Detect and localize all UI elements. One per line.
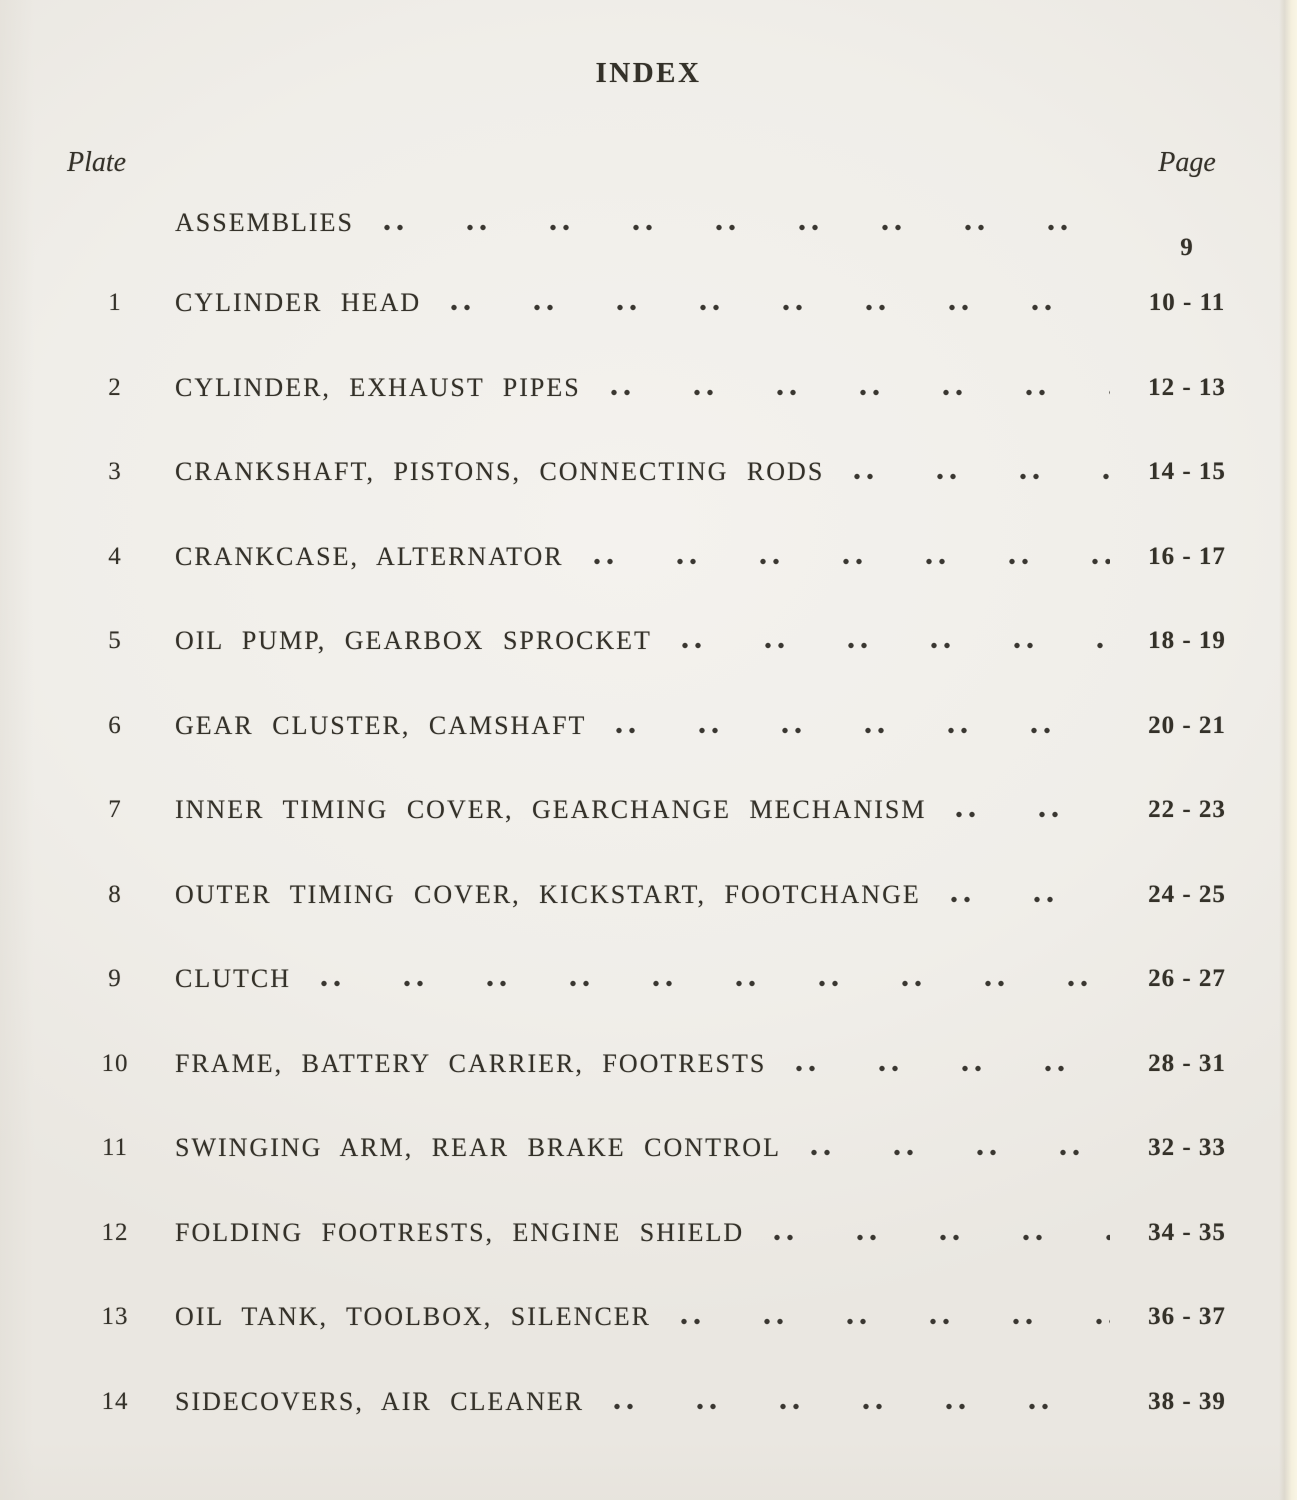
plate-number-cell [55, 881, 175, 909]
page-range: 32 - 33 [1148, 1134, 1226, 1162]
entry-title: OIL PUMP, GEARBOX SPROCKET [175, 626, 652, 656]
plate-number-cell [55, 1303, 175, 1331]
page-range-cell [1132, 1303, 1242, 1331]
entry-title: FRAME, BATTERY CARRIER, FOOTRESTS [175, 1048, 767, 1078]
page-range: 14 - 15 [1148, 458, 1226, 486]
page-range: 22 - 23 [1148, 796, 1226, 824]
page-range-cell [1132, 1050, 1242, 1078]
dot-leader [854, 473, 1110, 480]
index-row [0, 346, 1297, 431]
page-range-cell [1132, 1134, 1242, 1162]
page-range-cell [1132, 543, 1242, 571]
index-row [0, 853, 1297, 938]
plate-number-cell [55, 712, 175, 740]
page-range: 20 - 21 [1148, 711, 1226, 739]
page-range: 12 - 13 [1148, 373, 1226, 401]
entry-title-cell [175, 964, 1132, 994]
dot-leader [811, 1149, 1110, 1156]
dot-leader [614, 1403, 1110, 1410]
index-row [0, 1191, 1297, 1276]
dot-leader [796, 1065, 1110, 1072]
index-row [0, 515, 1297, 600]
plate-number: 6 [108, 711, 122, 739]
entry-title-cell [175, 626, 1132, 656]
index-row [0, 1360, 1297, 1445]
index-row [0, 1275, 1297, 1360]
dot-leader [451, 304, 1110, 311]
index-row [0, 684, 1297, 769]
entry-title: CRANKSHAFT, PISTONS, CONNECTING RODS [175, 457, 825, 487]
page-range: 10 - 11 [1148, 289, 1226, 317]
dot-leader [611, 389, 1110, 396]
page-range-cell [1132, 458, 1242, 486]
plate-number: 1 [108, 289, 122, 317]
entry-title-cell [175, 1133, 1132, 1163]
entry-title-cell [175, 1049, 1132, 1079]
page-range-cell [1132, 965, 1242, 993]
dot-leader [682, 642, 1110, 649]
plate-number-cell [55, 1388, 175, 1416]
entry-title: SIDECOVERS, AIR CLEANER [175, 1386, 585, 1416]
page-range: 38 - 39 [1148, 1387, 1226, 1415]
index-row [0, 937, 1297, 1022]
plate-number-cell [55, 1050, 175, 1078]
page-range: 26 - 27 [1148, 965, 1226, 993]
column-headers [55, 147, 1242, 179]
entry-title: CRANKCASE, ALTERNATOR [175, 541, 564, 571]
entry-title: OIL TANK, TOOLBOX, SILENCER [175, 1302, 652, 1332]
page-range: 36 - 37 [1148, 1303, 1226, 1331]
assemblies-row [0, 194, 1297, 261]
entry-title-cell [175, 711, 1132, 741]
entry-title: INNER TIMING COVER, GEARCHANGE MECHANISM [175, 795, 927, 825]
entry-title: CYLINDER, EXHAUST PIPES [175, 372, 581, 402]
plate-number-cell [55, 627, 175, 655]
plate-column-label: Plate [67, 147, 127, 178]
plate-number-cell [55, 374, 175, 402]
plate-number: 10 [101, 1049, 129, 1077]
page-range: 28 - 31 [1148, 1049, 1226, 1077]
entry-title: FOLDING FOOTRESTS, ENGINE SHIELD [175, 1217, 745, 1247]
dot-leader [774, 1234, 1110, 1241]
entry-title-cell [175, 795, 1132, 825]
page-title: INDEX [595, 57, 702, 89]
page-range-cell [1132, 374, 1242, 402]
page-range-cell [1132, 1388, 1242, 1416]
entry-title-cell [175, 288, 1132, 318]
plate-number: 2 [108, 373, 122, 401]
plate-number-cell [55, 796, 175, 824]
page-range: 34 - 35 [1148, 1218, 1226, 1246]
plate-number: 8 [108, 880, 122, 908]
index-row [0, 1022, 1297, 1107]
page-range-cell [1132, 289, 1242, 317]
entry-title-cell [175, 457, 1132, 487]
dot-leader [594, 558, 1110, 565]
dot-leader [681, 1318, 1110, 1325]
dot-leader [321, 980, 1110, 987]
page-number: 9 [1180, 234, 1194, 261]
page-range-cell [1132, 1219, 1242, 1247]
entry-title-cell [175, 373, 1132, 403]
plate-number: 11 [101, 1134, 129, 1162]
entry-title: CYLINDER HEAD [175, 288, 422, 318]
page-range-cell [1132, 796, 1242, 824]
page-range-cell [1132, 881, 1242, 909]
page-range-cell [1132, 209, 1242, 261]
entry-title: ASSEMBLIES [175, 208, 354, 237]
entry-title: SWINGING ARM, REAR BRAKE CONTROL [175, 1133, 781, 1163]
dot-leader [384, 224, 1110, 231]
plate-number: 14 [101, 1387, 129, 1415]
index-row [0, 1106, 1297, 1191]
page-range: 16 - 17 [1148, 542, 1226, 570]
plate-number-cell [55, 543, 175, 571]
index-row [0, 599, 1297, 684]
plate-number: 13 [101, 1303, 129, 1331]
entry-title-cell [175, 1387, 1132, 1417]
page-range-cell [1132, 627, 1242, 655]
page-column-label: Page [1158, 147, 1216, 178]
plate-number: 3 [108, 458, 122, 486]
index-row [0, 768, 1297, 853]
plate-number: 9 [108, 965, 122, 993]
dot-leader [616, 727, 1110, 734]
entry-title: GEAR CLUSTER, CAMSHAFT [175, 710, 587, 740]
entry-title: CLUTCH [175, 964, 291, 994]
entry-title: OUTER TIMING COVER, KICKSTART, FOOTCHANGE [175, 879, 921, 909]
entry-title-cell [175, 1302, 1132, 1332]
plate-number: 4 [108, 542, 122, 570]
dot-leader [956, 811, 1110, 818]
plate-number: 7 [108, 796, 122, 824]
entry-title-cell [175, 1218, 1132, 1248]
plate-number: 5 [108, 627, 122, 655]
plate-number: 12 [101, 1218, 129, 1246]
page-range-cell [1132, 712, 1242, 740]
page-range: 24 - 25 [1148, 880, 1226, 908]
entry-title-cell [175, 880, 1132, 910]
plate-number-cell [55, 289, 175, 317]
plate-number-cell [55, 458, 175, 486]
plate-number-cell [55, 1134, 175, 1162]
plate-number-cell [55, 965, 175, 993]
page-range: 18 - 19 [1148, 627, 1226, 655]
dot-leader [951, 896, 1110, 903]
entry-title-cell [175, 208, 1132, 238]
index-row [0, 261, 1297, 346]
plate-number-cell [55, 1219, 175, 1247]
entry-title-cell [175, 542, 1132, 572]
index-row [0, 430, 1297, 515]
index-entries [0, 261, 1297, 1444]
